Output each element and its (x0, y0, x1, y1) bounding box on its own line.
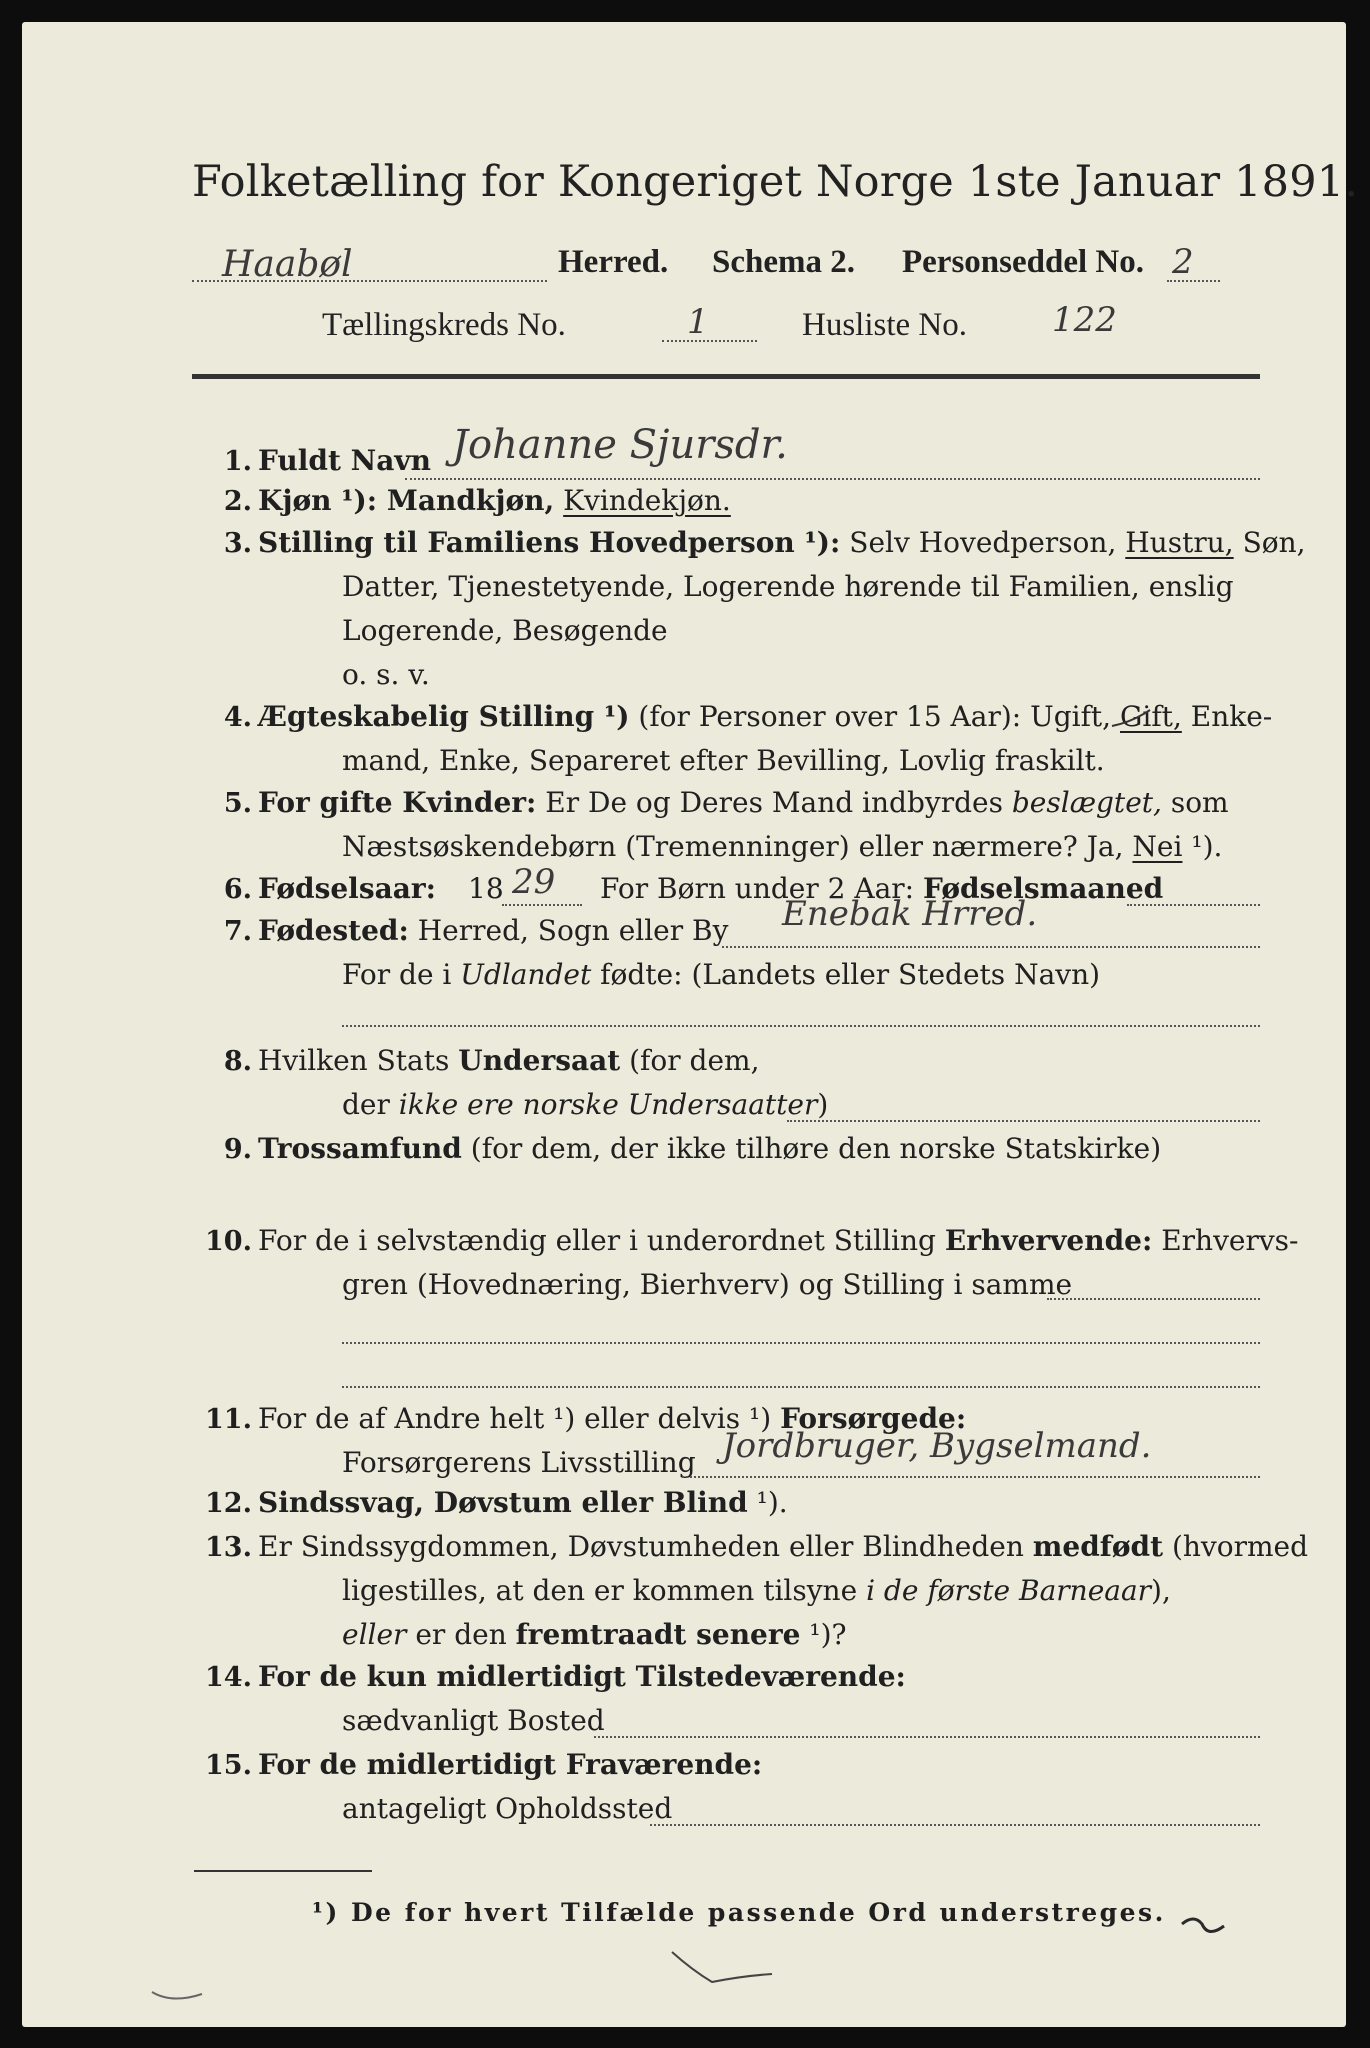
full-name-label: Fuldt Navn (258, 444, 432, 477)
congenital-l2c: ), (1151, 1574, 1171, 1607)
citizenship-bold: Undersaat (458, 1044, 621, 1077)
item-number-5: 5. (223, 788, 252, 819)
herred-handwritten: Haabøl (222, 244, 353, 285)
item-number-2: 2. (223, 486, 252, 517)
item-number-6: 6. (223, 874, 252, 905)
citizenship-der: der (342, 1088, 390, 1121)
occupation-dotted-line-3 (342, 1386, 1260, 1388)
kreds-label: Tællingskreds No. (322, 307, 566, 343)
related-text: Er De og Deres Mand indbyrdes (545, 786, 1003, 819)
related-line-2-text: Næstsøskendebørn (Tremenninger) eller nærmere? Ja, (342, 830, 1124, 863)
schema-label: Schema 2. (712, 244, 855, 280)
kreds-value: 1 (687, 302, 709, 342)
personseddel-value: 2 (1172, 242, 1194, 282)
header-rule (192, 374, 1260, 379)
item-number-8: 8. (223, 1046, 252, 1077)
husliste-value: 122 (1052, 300, 1117, 340)
birth-year-prefix: 18 (468, 872, 504, 905)
disability-footmark: ¹). (756, 1486, 788, 1519)
congenital-l3a: eller (342, 1618, 407, 1651)
family-position-question: Stilling til Familiens Hovedperson ¹): (258, 526, 841, 559)
occupation-end: Erhvervs- (1161, 1224, 1299, 1257)
usual-residence-dotted-line (594, 1736, 1260, 1738)
related-line-1 (258, 786, 1229, 819)
sex-question: Kjøn ¹): Mandkjøn, (258, 484, 555, 517)
religion-text: (for dem, der ikke tilhøre den norske Statskirke) (470, 1132, 1162, 1165)
congenital-line-1 (258, 1530, 1308, 1563)
item-number-14: 14. (205, 1662, 252, 1693)
item-number-13: 13. (205, 1532, 252, 1563)
full-name-dotted-line (405, 478, 1260, 480)
item-number-11: 11. (205, 1404, 252, 1435)
birthplace-abroad-a: For de i (342, 958, 452, 991)
congenital-bold: medfødt (1032, 1530, 1164, 1563)
birth-month-bold: Fødselsmaaned (923, 872, 1164, 905)
congenital-line-2 (342, 1574, 1171, 1607)
item-number-10: 10. (205, 1226, 252, 1257)
marital-status-text: (for Personer over 15 Aar): Ugift, (638, 700, 1112, 733)
footnote-rule (194, 1870, 372, 1872)
item-number-7: 7. (223, 916, 252, 947)
birth-year-handwritten: 29 (512, 862, 556, 902)
disability-question: Sindssvag, Døvstum eller Blind (258, 1486, 748, 1519)
supported-text: For de af Andre helt ¹) eller delvis ¹) (258, 1402, 772, 1435)
citizenship-text: Hvilken Stats (258, 1044, 450, 1077)
pen-mark-bottom (672, 1952, 772, 1982)
congenital-l3c: fremtraadt senere (515, 1618, 801, 1651)
related-italic: beslægtet, (1011, 786, 1162, 819)
marital-status-line-1 (258, 700, 1272, 733)
occupation-line-2: gren (Hovednæring, Bierhverv) og Stilling i samme (342, 1268, 1073, 1301)
family-position-opt-wife: Hustru, (1125, 526, 1234, 559)
birthplace-abroad-b: Udlandet (460, 958, 592, 991)
congenital-end: (hvormed (1171, 1530, 1308, 1563)
item-number-12: 12. (205, 1488, 252, 1519)
marital-status-opt-married: Gift, (1120, 700, 1182, 733)
congenital-l2a: ligestilles, at den er kommen tilsyne (342, 1574, 858, 1607)
sex-option-female: Kvindekjøn. (563, 484, 731, 517)
full-name-handwritten: Johanne Sjursdr. (452, 422, 788, 468)
sex-label (258, 484, 731, 517)
birthplace-abroad-dotted-line (342, 1025, 1260, 1027)
pen-mark-bottom-left (152, 1992, 202, 1999)
citizenship-note: (for dem, (629, 1044, 760, 1077)
citizenship-paren: ) (817, 1088, 829, 1121)
birthplace-text: Herred, Sogn eller By (417, 914, 729, 947)
personseddel-dotted-line (1167, 280, 1220, 282)
family-position-opt-head: Selv Hovedperson, (849, 526, 1117, 559)
temporary-absent-label: For de midlertidigt Fraværende: (258, 1748, 763, 1781)
birthplace-line-2 (342, 958, 1100, 991)
related-som: som (1170, 786, 1229, 819)
item-number-4: 4. (223, 702, 252, 733)
occupation-bold: Erhvervende: (944, 1224, 1153, 1257)
congenital-l2b: i de første Barneaar (866, 1574, 1152, 1607)
birthplace-question: Fødested: (258, 914, 409, 947)
birthplace-handwritten: Enebak Hrred. (782, 894, 1038, 934)
birthplace-dotted-line (722, 946, 1260, 948)
occupation-line-1 (258, 1224, 1299, 1257)
herred-label: Herred. (558, 244, 669, 280)
personseddel-label: Personseddel No. (902, 244, 1144, 280)
religion-question: Trossamfund (258, 1132, 462, 1165)
probable-residence-dotted-line (650, 1824, 1260, 1826)
birth-month-text: For Børn under 2 Aar: (600, 872, 915, 905)
pen-mark-footnote (1182, 1919, 1224, 1932)
occupation-dotted-line-2 (342, 1342, 1260, 1344)
citizenship-line-1 (258, 1044, 759, 1077)
related-footmark: ¹). (1191, 830, 1223, 863)
family-position-line-1 (258, 526, 1306, 559)
citizenship-line-2 (342, 1088, 828, 1121)
birth-month-dotted-line (1127, 904, 1260, 906)
congenital-line-3 (342, 1618, 847, 1651)
birth-year-dotted-line (502, 904, 582, 906)
birthplace-line-1 (258, 914, 728, 947)
birth-year-label: Fødselsaar: (258, 872, 436, 905)
disability-line (258, 1486, 788, 1519)
supporter-occupation-label: Forsørgerens Livsstilling (342, 1446, 696, 1479)
family-position-line-2: Datter, Tjenestetyende, Logerende hørende til Familien, enslig (342, 570, 1234, 603)
family-position-opt-son: Søn, (1242, 526, 1306, 559)
congenital-l3b: er den (415, 1618, 507, 1651)
probable-residence-label: antageligt Opholdssted (342, 1792, 673, 1825)
husliste-label: Husliste No. (802, 307, 967, 343)
related-opt-no: Nei (1132, 830, 1183, 863)
related-question: For gifte Kvinder: (258, 786, 537, 819)
temporary-present-label: For de kun midlertidigt Tilstedeværende: (258, 1660, 906, 1693)
congenital-text: Er Sindssygdommen, Døvstumheden eller Blindheden (258, 1530, 1024, 1563)
family-position-line-3: Logerende, Besøgende (342, 614, 668, 647)
item-number-3: 3. (223, 528, 252, 559)
birthplace-abroad-c: fødte: (Landets eller Stedets Navn) (600, 958, 1101, 991)
marital-status-opt-widower: Enke- (1190, 700, 1273, 733)
citizenship-dotted-line (787, 1120, 1260, 1122)
kreds-dotted-line (662, 340, 757, 342)
occupation-dotted-line-1 (1047, 1298, 1260, 1300)
occupation-text: For de i selvstændig eller i underordnet Stilling (258, 1224, 936, 1257)
item-number-15: 15. (205, 1750, 252, 1781)
supporter-occupation-dotted-line (682, 1476, 1260, 1478)
supported-bold: Forsørgede: (780, 1402, 967, 1435)
family-position-line-4: o. s. v. (342, 658, 430, 691)
marital-status-line-2: mand, Enke, Separeret efter Bevilling, Lovlig fraskilt. (342, 744, 1105, 777)
form-title: Folketælling for Kongeriget Norge 1ste Januar 1891. (192, 157, 1359, 207)
census-form-sheet (22, 22, 1359, 2027)
item-number-9: 9. (223, 1134, 252, 1165)
marital-status-question: Ægteskabelig Stilling ¹) (258, 700, 630, 733)
usual-residence-label: sædvanligt Bosted (342, 1704, 605, 1737)
footnote: ¹) De for hvert Tilfælde passende Ord understreges. (312, 1898, 1166, 1927)
supporter-occupation-handwritten: Jordbruger, Bygselmand. (722, 1426, 1152, 1466)
congenital-l3d: ¹)? (809, 1618, 847, 1651)
item-number-1: 1. (223, 446, 252, 477)
related-line-2 (342, 830, 1222, 863)
citizenship-italic: ikke ere norske Undersaatter (398, 1088, 818, 1121)
religion-line (258, 1132, 1161, 1165)
